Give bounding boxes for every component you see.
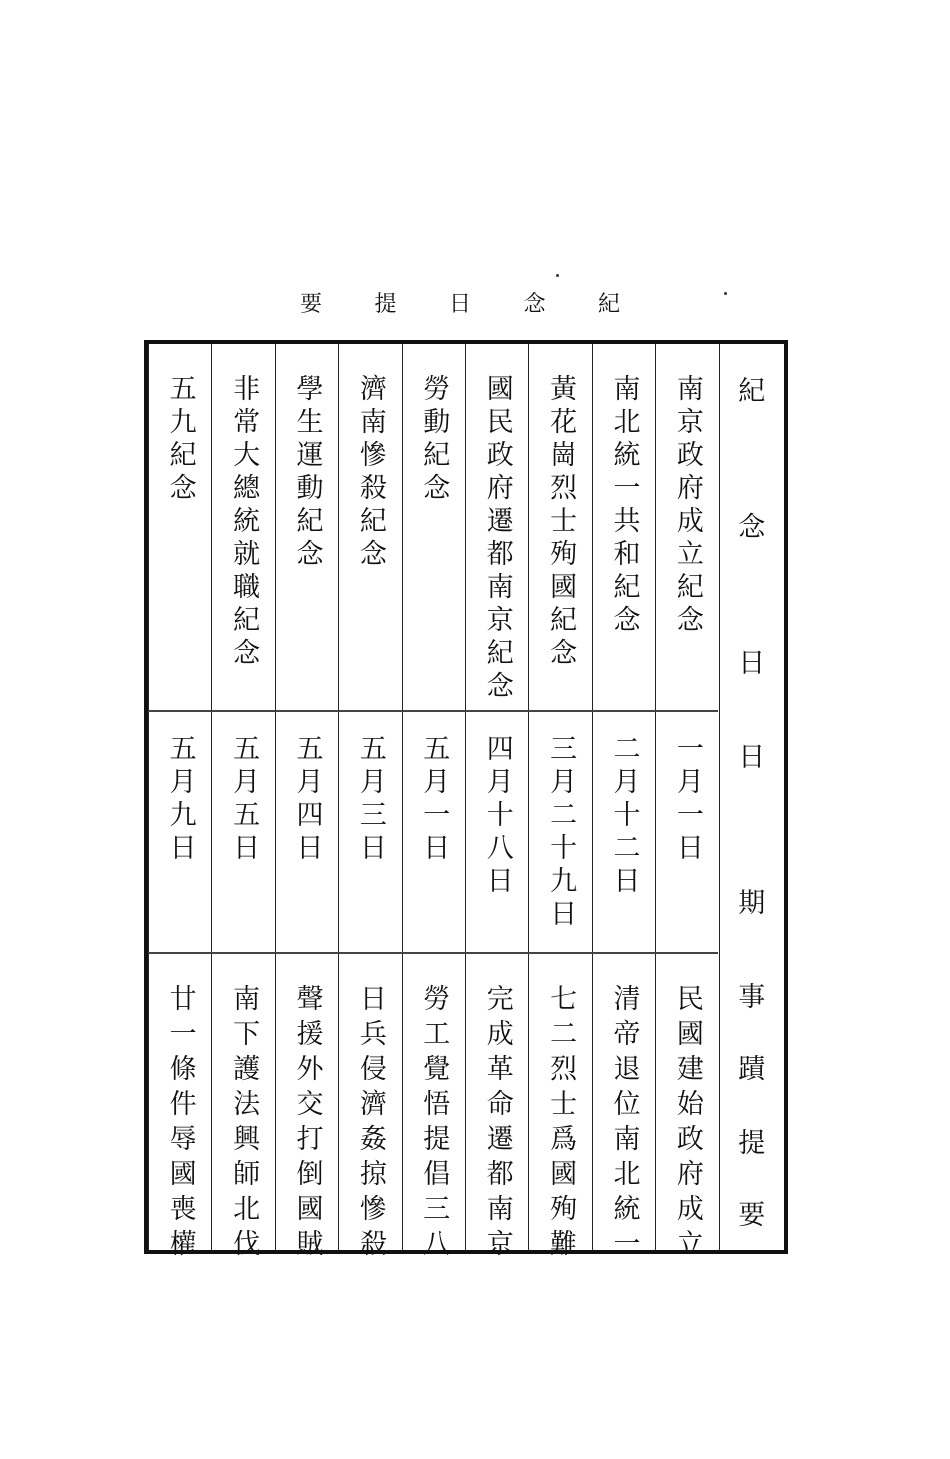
- page-title: [300, 282, 620, 322]
- table-row: [465, 344, 528, 1264]
- event-summary: 完成革命遷都南京: [481, 984, 513, 1264]
- event-name: 南北統一共和紀念: [608, 374, 640, 638]
- table-row: [338, 344, 401, 1264]
- header-summary-char: 蹟: [738, 1054, 766, 1085]
- event-summary: 南下護法興師北伐: [228, 984, 260, 1264]
- header-date-char: 期: [738, 888, 766, 919]
- title-char: 紀: [597, 291, 620, 317]
- event-date: 三月二十九日: [545, 734, 577, 932]
- table-row: [148, 344, 211, 1264]
- event-name: 勞動紀念: [418, 374, 450, 506]
- table-row: [528, 344, 591, 1264]
- event-name: 南京政府成立紀念: [671, 374, 703, 638]
- event-date: 二月十二日: [608, 734, 640, 899]
- event-name: 國民政府遷都南京紀念: [481, 374, 513, 704]
- section-divider: [148, 952, 718, 954]
- table-row: [211, 344, 274, 1264]
- event-date: 五月九日: [164, 734, 196, 866]
- event-summary: 廿一條件辱國喪權: [164, 984, 196, 1264]
- event-date: 五月五日: [228, 734, 260, 866]
- header-column: [719, 344, 784, 1250]
- event-summary: 民國建始政府成立: [671, 984, 703, 1264]
- event-summary: 勞工覺悟提倡三八: [418, 984, 450, 1264]
- print-speck: [556, 274, 559, 277]
- header-summary-char: 要: [738, 1200, 766, 1231]
- header-event-char: 念: [738, 512, 766, 543]
- table-row: [592, 344, 655, 1264]
- header-summary-char: 提: [738, 1128, 766, 1159]
- event-date: 五月一日: [418, 734, 450, 866]
- title-char: 日: [448, 291, 471, 317]
- section-divider: [148, 710, 718, 712]
- header-event-char: 日: [738, 648, 766, 679]
- table-row: [655, 344, 718, 1264]
- table-row: [402, 344, 465, 1264]
- event-name: 黃花崗烈士殉國紀念: [545, 374, 577, 671]
- event-name: 濟南慘殺紀念: [354, 374, 386, 572]
- event-date: 五月四日: [291, 734, 323, 866]
- title-char: 提: [374, 291, 397, 317]
- header-event-char: 紀: [738, 376, 766, 407]
- event-summary: 清帝退位南北統一: [608, 984, 640, 1264]
- event-date: 五月三日: [354, 734, 386, 866]
- title-char: 要: [300, 291, 323, 317]
- event-name: 學生運動紀念: [291, 374, 323, 572]
- commemoration-table: [144, 340, 788, 1264]
- event-name: 五九紀念: [164, 374, 196, 506]
- event-summary: 聲援外交打倒國賊: [291, 984, 323, 1264]
- event-date: 一月一日: [671, 734, 703, 866]
- event-summary: 七二烈士爲國殉難: [545, 984, 577, 1264]
- event-summary: 日兵侵濟姦掠慘殺: [354, 984, 386, 1264]
- print-speck: [724, 292, 727, 295]
- table-row: [275, 344, 338, 1264]
- header-date-char: 日: [738, 742, 766, 773]
- header-summary-char: 事: [738, 982, 766, 1013]
- event-date: 四月十八日: [481, 734, 513, 899]
- title-char: 念: [523, 291, 546, 317]
- event-name: 非常大總統就職紀念: [228, 374, 260, 671]
